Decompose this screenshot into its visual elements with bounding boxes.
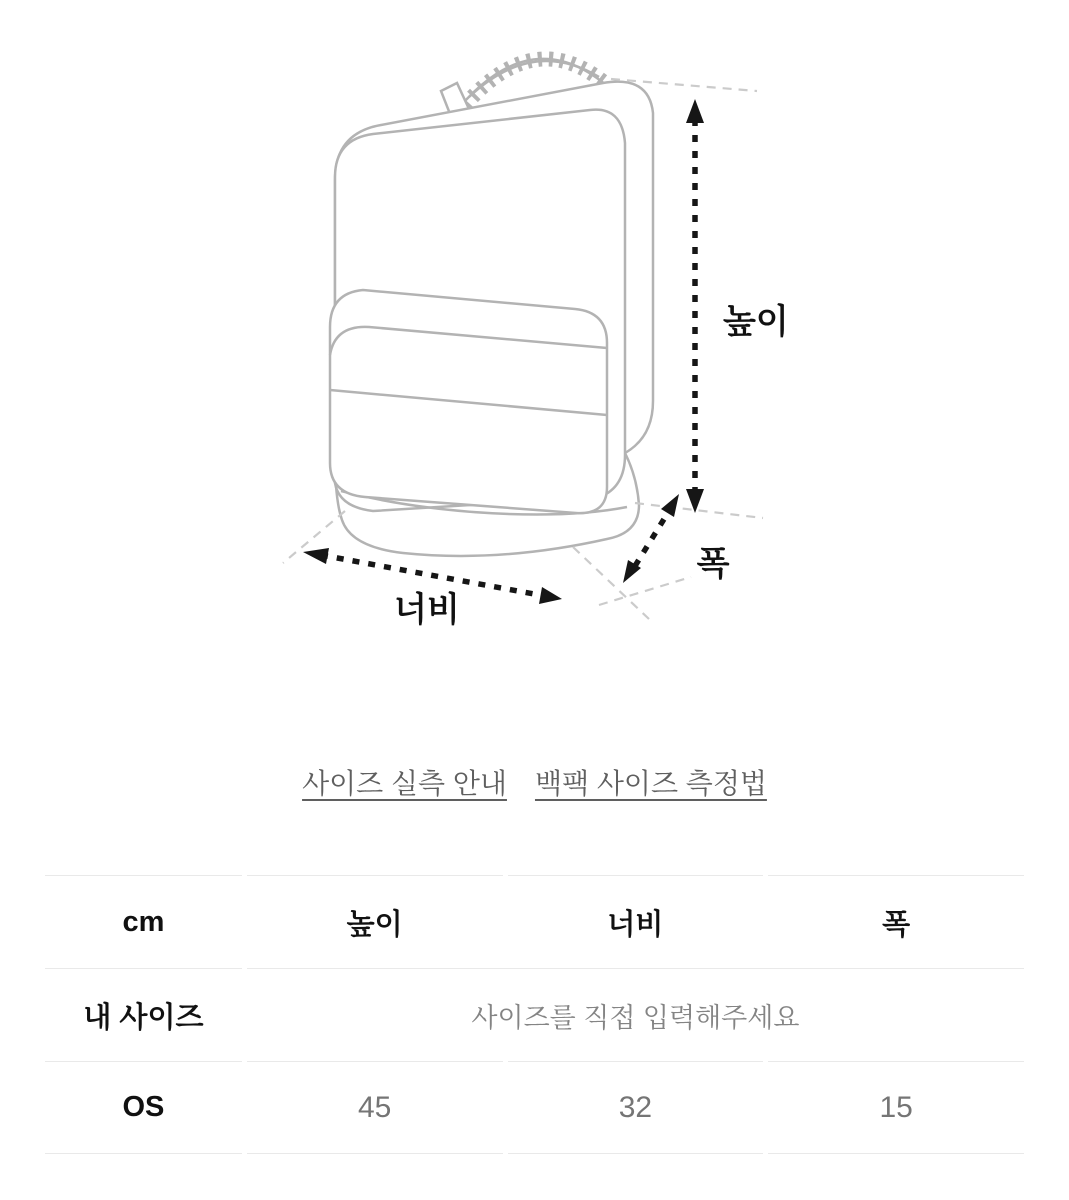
my-size-row-label: 내 사이즈 [45,968,242,1061]
my-size-input-cell[interactable]: 사이즈를 직접 입력해주세요 [247,968,1024,1061]
size-table-header-row [45,875,1024,968]
dimension-label-height: 높이 [723,303,789,341]
column-header-height: 높이 [247,875,503,968]
os-height-value: 45 [247,1061,503,1154]
my-size-row [45,968,1024,1061]
dimension-label-width: 너비 [394,591,460,629]
size-guide-link[interactable]: 사이즈 실측 안내 [302,768,507,799]
size-table [40,875,1029,1154]
os-size-row [45,1061,1024,1154]
backpack-measure-method-link[interactable]: 백팩 사이즈 측정법 [534,768,767,799]
backpack-front-pocket [330,290,607,513]
height-dimension-arrow [686,99,704,513]
unit-header-cell: cm [45,875,242,968]
dimension-label-depth: 폭 [696,545,730,583]
backpack-diagram [255,15,835,655]
os-row-label: OS [45,1061,242,1154]
column-header-depth: 폭 [768,875,1024,968]
size-guide-links [0,767,1069,801]
os-depth-value: 15 [768,1061,1024,1154]
os-width-value: 32 [508,1061,764,1154]
column-header-width: 너비 [508,875,764,968]
